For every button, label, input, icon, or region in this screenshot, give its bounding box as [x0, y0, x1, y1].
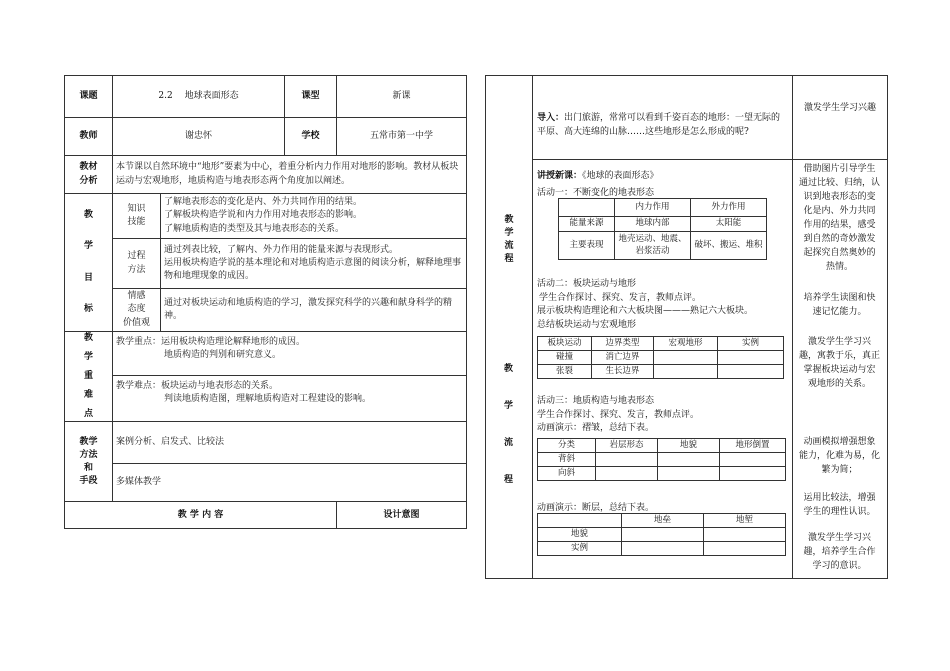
teaching-media: 多媒体教学: [113, 464, 467, 502]
process-goals: 通过列表比较，了解内、外力作用的能量来源与表现形式。 运用板块构造学说的基本理论和对地质构造示意图的阅读分析，解释地理事物和地理现象的成因。: [161, 239, 467, 289]
lesson-type-label: 课型: [285, 76, 337, 118]
design-p5: 运用比较法，增强 学生的理性认识。: [803, 493, 876, 517]
school-value: 五常市第一中学: [337, 118, 467, 156]
design-intro: 激发学生学习兴趣: [793, 76, 888, 160]
key-points: 教学重点：运用板块构造理论解释地形的成因。 地质构造的判别和研究意义。: [113, 332, 467, 376]
flow-label-top: 教 学 流 程: [486, 76, 533, 579]
intro-text: 导入：出门旅游，常常可以看到千姿百态的地形：一望无际的 平原、高大连绵的山脉……这些地形是怎么形成的呢?: [537, 113, 781, 137]
school-label: 学校: [285, 118, 337, 156]
topic-value: 2.2 地球表面形态: [113, 76, 285, 118]
analysis-label: 教材 分析: [65, 156, 113, 194]
knowledge-goals: 了解地表形态的变化是内、外力共同作用的结果。 了解板块构造学说和内力作用对地表形态的影响。 了解地质构造的类型及其与地表形态的关系。: [161, 194, 467, 239]
flow-label-bottom: 教 学 流 程: [503, 364, 513, 485]
lesson-type-value: 新课: [337, 76, 467, 118]
process-sublabel: 过程 方法: [113, 239, 161, 289]
design-header: 设计意图: [337, 502, 467, 529]
knowledge-sublabel: 知识 技能: [113, 194, 161, 239]
emotion-sublabel: 情感 态度 价值观: [113, 289, 161, 332]
design-p3: 激发学生学习兴 趣，寓教于乐，真正 掌握板块运动与宏 观地形的关系。: [798, 337, 880, 389]
methods-label: 教学 方法 和 手段: [65, 422, 113, 502]
teaching-methods: 案例分析、启发式、比较法: [113, 422, 467, 464]
teacher-label: 教师: [65, 118, 113, 156]
activity3-text: 活动三：地质构造与地表形态 学生合作探讨、探究、发言，教师点评。 动画演示：褶皱，总结下表。: [537, 396, 700, 433]
design-p1: 借助图片引导学生 通过比较、归纳，认 识到地表形态的变 化是内、外力共同 作用的结果，感受 到自然的奇妙激发 起探究自然奥妙的 热情。: [798, 164, 880, 272]
difficult-points: 教学难点：板块运动与地表形态的关系。 判读地质构造图，理解地质构造对工程建设的影响。: [113, 376, 467, 422]
fault-table: 地垒 地堑 地貌 实例: [537, 513, 786, 556]
fold-table: 分类 岩层形态 地貌 地形倒置 背斜 向斜: [537, 438, 786, 481]
keypoints-label: 教 学 重 难 点: [65, 332, 113, 422]
design-p2: 培养学生读图和快 速记忆能力。: [803, 293, 876, 317]
content-header: 教 学 内 容: [65, 502, 337, 529]
analysis-text: 本节课以自然环境中“地形”要素为中心，着重分析内力作用对地形的影响。教材从板块运动与宏观地形，地质构造与地表形态两个角度加以阐述。: [113, 156, 467, 194]
activity1-title: 活动一：不断变化的地表形态: [537, 188, 655, 198]
emotion-goals: 通过对板块运动和地质构造的学习，激发探究科学的兴趣和献身科学的精神。: [161, 289, 467, 332]
lecture-heading: 讲授新课：《地球的表面形态》: [537, 171, 659, 181]
fault-demo-text: 动画演示：断层，总结下表。: [537, 503, 655, 513]
design-p4: 动画模拟增强想象 能力，化难为易，化 繁为简；: [798, 437, 880, 475]
activity2-table: 板块运动 边界类型 宏观地形 实例 碰撞 消亡边界 张裂 生长边界: [537, 336, 784, 379]
teacher-value: 谢忠怀: [113, 118, 285, 156]
activity2-text: 活动二：板块运动与地形 学生合作探讨、探究、发言，教师点评。 展示板块构造理论和六大板块图———熟记六大板块。 总结板块运动与宏观地形: [537, 279, 754, 330]
left-lesson-table: [64, 75, 466, 520]
activity1-table: 内力作用 外力作用 能量来源 地球内部 太阳能 主要表现 地壳运动、地震、岩浆活动 破坏、搬运、堆积: [558, 198, 767, 260]
goals-label: 教 学 目 标: [65, 194, 113, 332]
topic-label: 课题: [65, 76, 113, 118]
design-p6: 激发学生学习兴 趣，培养学生合作 学习的意识。: [803, 533, 876, 571]
